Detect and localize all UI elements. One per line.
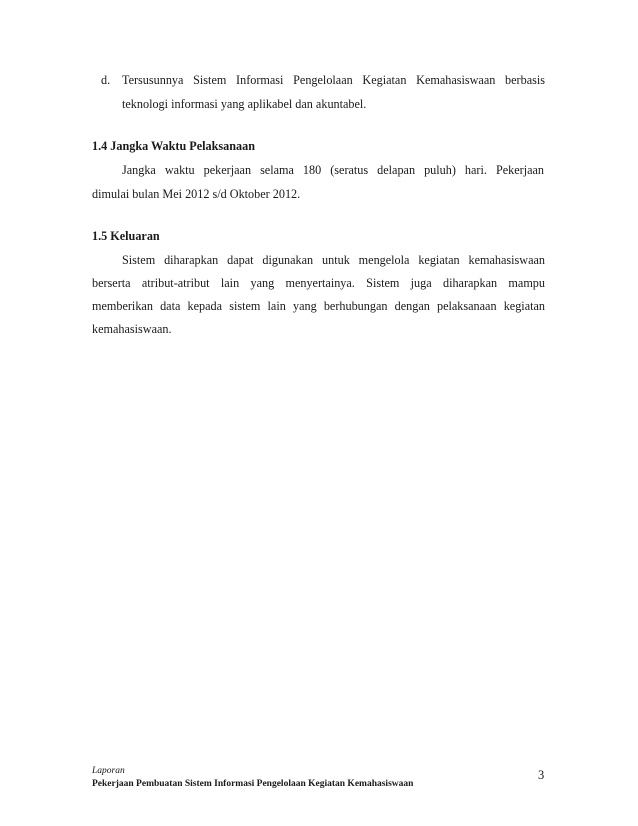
section-1-5-line4: kemahasiswaan. xyxy=(92,322,172,336)
section-heading-1-4: 1.4 Jangka Waktu Pelaksanaan xyxy=(92,139,256,153)
list-item-d-line1: Tersusunnya Sistem Informasi Pengelolaan Kegiatan Kemahasiswaan berbasis xyxy=(122,73,545,87)
list-item-d-line2: teknologi informasi yang aplikabel dan akuntabel. xyxy=(122,97,367,111)
section-1-5-line2: berserta atribut-atribut lain yang menyertainya. Sistem juga diharapkan mampu xyxy=(92,276,545,290)
footer-title: Pekerjaan Pembuatan Sistem Informasi Pengelolaan Kegiatan Kemahasiswaan xyxy=(92,779,414,789)
section-heading-1-5: 1.5 Keluaran xyxy=(92,229,160,243)
section-1-4-line2: dimulai bulan Mei 2012 s/d Oktober 2012. xyxy=(92,187,301,201)
section-1-4-line1: Jangka waktu pekerjaan selama 180 (seratus delapan puluh) hari. Pekerjaan xyxy=(122,163,544,177)
footer-label: Laporan xyxy=(92,766,125,776)
page-number: 3 xyxy=(538,768,545,782)
list-marker-d: d. xyxy=(101,73,111,87)
section-1-5-line1: Sistem diharapkan dapat digunakan untuk mengelola kegiatan kemahasiswaan xyxy=(122,253,545,267)
section-1-5-line3: memberikan data kepada sistem lain yang berhubungan dengan pelaksanaan kegiatan xyxy=(92,299,545,313)
